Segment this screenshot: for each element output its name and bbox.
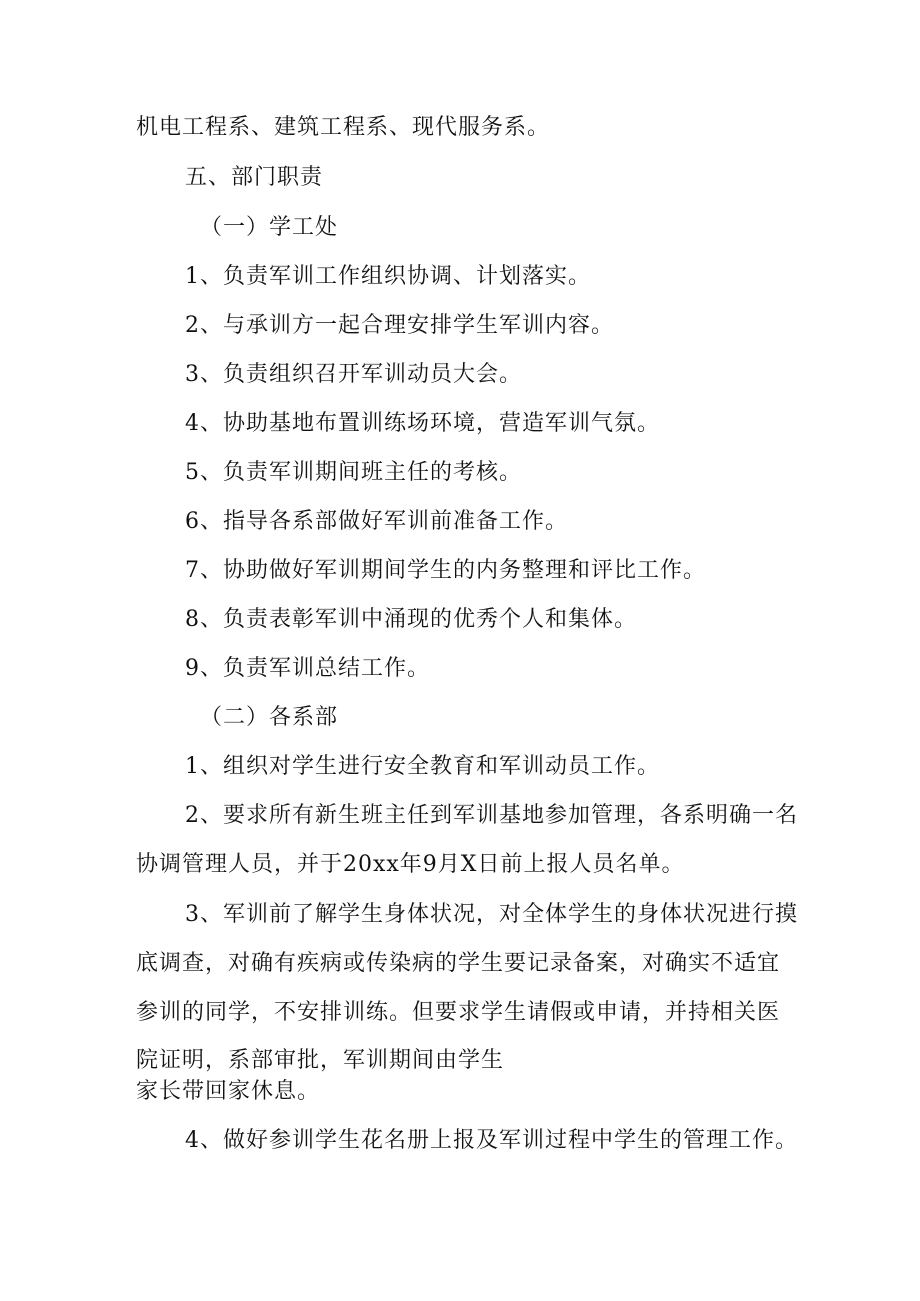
list-item: 1、负责军训工作组织协调、计划落实。 [185, 264, 591, 289]
paragraph-line: 院证明，系部审批，军训期间由学生 [136, 1048, 505, 1073]
list-item: 3、负责组织召开军训动员大会。 [185, 362, 522, 387]
paragraph-line: 机电工程系、建筑工程系、现代服务系。 [136, 115, 551, 140]
list-item: 2、与承训方一起合理安排学生军训内容。 [185, 313, 614, 338]
list-item: 2、要求所有新生班主任到军训基地参加管理，各系明确一名 [185, 803, 798, 828]
list-item: 8、负责表彰军训中涌现的优秀个人和集体。 [185, 607, 637, 632]
list-item: 9、负责军训总结工作。 [185, 656, 430, 681]
paragraph-line: 底调查，对确有疾病或传染病的学生要记录备案，对确实不适宜 [136, 951, 781, 976]
list-item: 7、协助做好军训期间学生的内务整理和评比工作。 [185, 558, 706, 583]
list-item: 4、做好参训学生花名册上报及军训过程中学生的管理工作。 [185, 1128, 798, 1153]
paragraph-line: 参训的同学，不安排训练。但要求学生请假或申请，并持相关医 [136, 1000, 781, 1025]
list-item: 1、组织对学生进行安全教育和军训动员工作。 [185, 754, 660, 779]
paragraph-line: 协调管理人员，并于20xx年9月X日前上报人员名单。 [136, 852, 685, 877]
list-item: 6、指导各系部做好军训前准备工作。 [185, 509, 568, 534]
list-item: 3、军训前了解学生身体状况，对全体学生的身体状况进行摸 [185, 902, 798, 927]
subsection-heading: （一）学工处 [200, 215, 339, 240]
list-item: 4、协助基地布置训练场环境，营造军训气氛。 [185, 411, 660, 436]
subsection-heading: （二）各系部 [200, 705, 339, 730]
list-item: 5、负责军训期间班主任的考核。 [185, 460, 522, 485]
section-heading: 五、部门职责 [185, 165, 324, 190]
paragraph-line: 家长带回家休息。 [136, 1079, 321, 1104]
